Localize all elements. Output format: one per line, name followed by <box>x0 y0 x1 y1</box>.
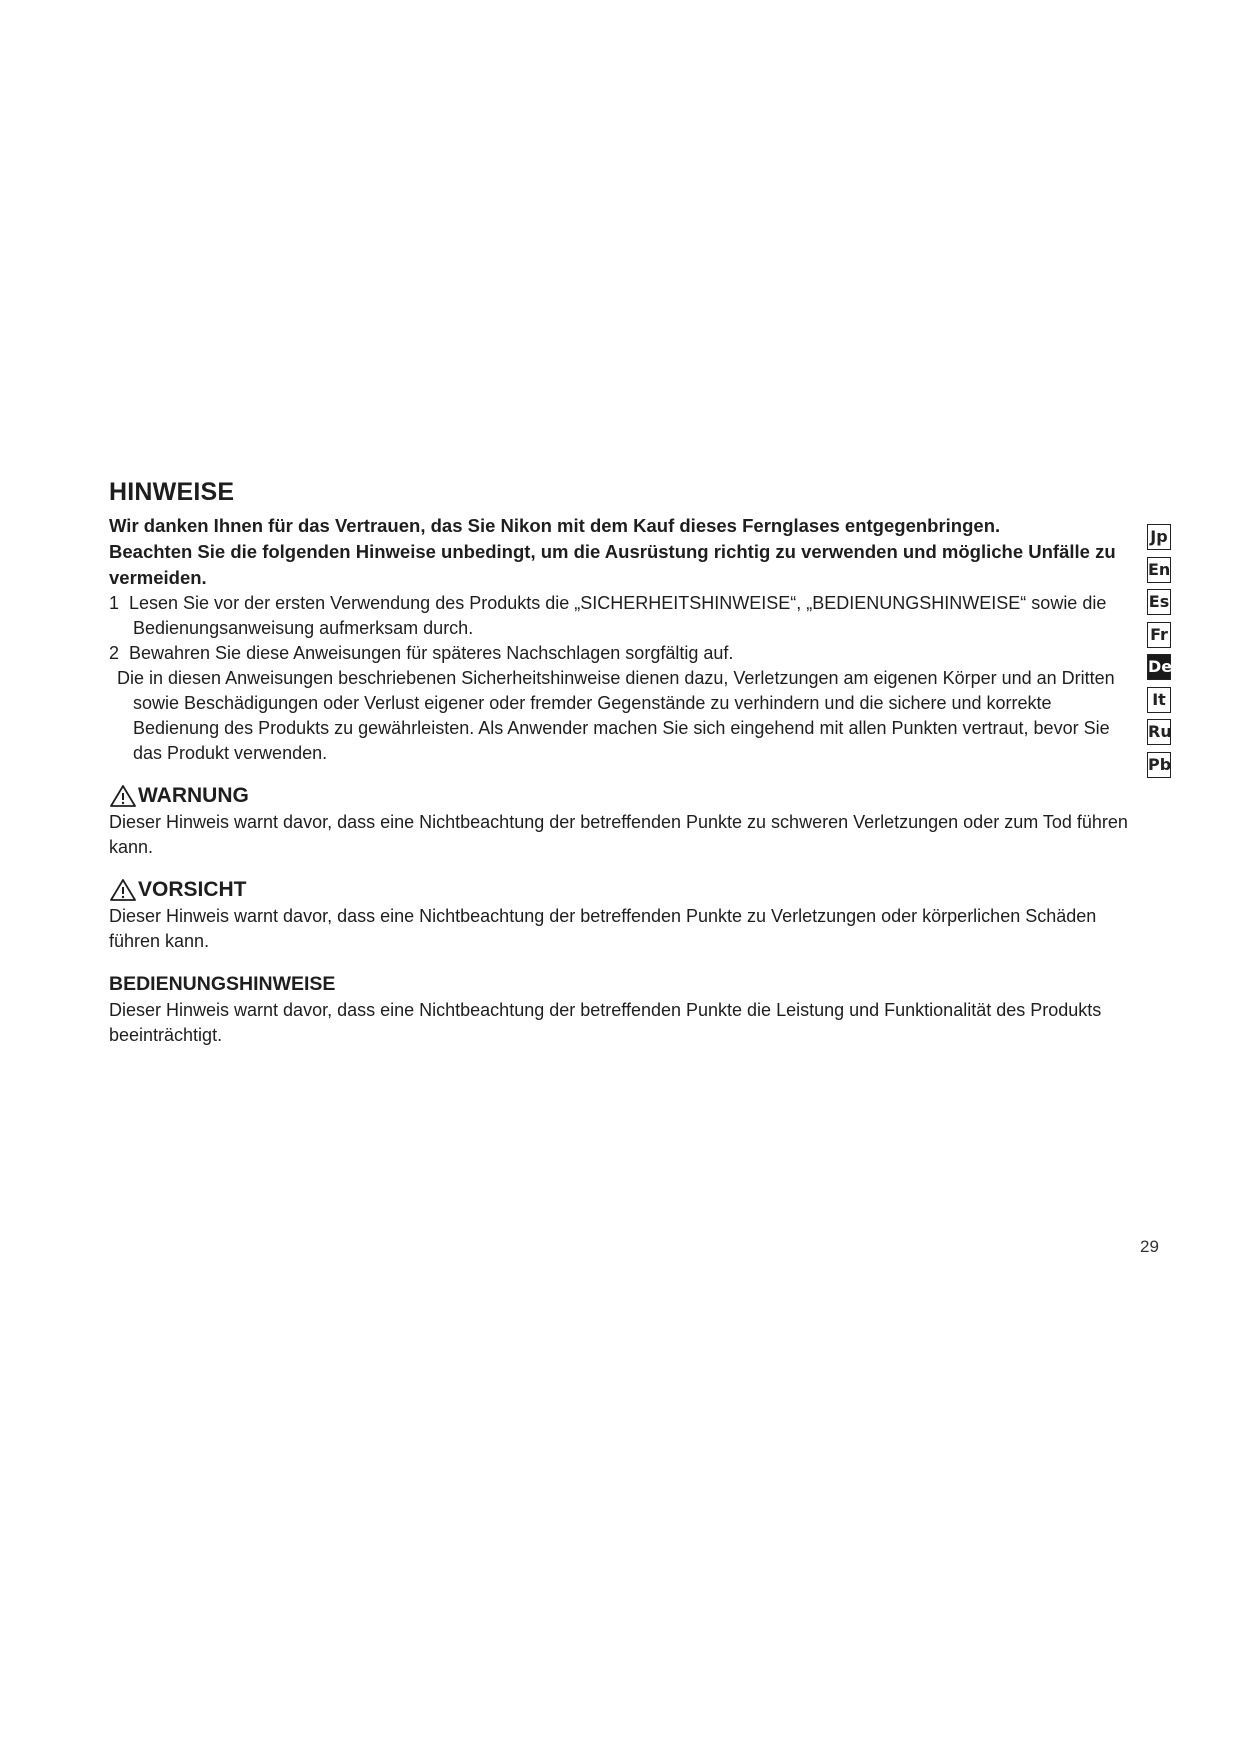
language-tab-pb[interactable]: Pb <box>1147 752 1171 778</box>
page-number: 29 <box>1140 1237 1159 1256</box>
safety-paragraph: Die in diesen Anweisungen beschriebenen Sicherheitshinweise dienen dazu, Verletzungen am eigenen Körper und an Dritten sowie Beschädigungen oder Verlust eigener oder fremder Gegenstände zu verhindern und die sichere und korrekte Bedienung des Produkts zu gewährleisten. Als Anwender machen Sie sich eingehend mit allen Punkten vertraut, bevor Sie das Produkt verwenden. <box>117 668 1115 763</box>
language-tab-fr[interactable]: Fr <box>1147 622 1171 648</box>
numbered-list <box>109 591 1134 666</box>
warning-heading-row <box>109 782 1134 810</box>
language-tab-en[interactable]: En <box>1147 557 1171 583</box>
caution-heading: VORSICHT <box>138 878 247 901</box>
language-tab-es[interactable]: Es <box>1147 589 1171 615</box>
caution-body: Dieser Hinweis warnt davor, dass eine Nichtbeachtung der betreffenden Punkte zu Verletzungen oder körperlichen Schäden führen kann. <box>109 906 1097 951</box>
language-tab-jp[interactable]: Jp <box>1147 524 1171 550</box>
warning-heading: WARNUNG <box>138 784 249 807</box>
list-item <box>109 591 1134 641</box>
page-title: HINWEISE <box>109 478 235 506</box>
intro-thanks: Wir danken Ihnen für das Vertrauen, das Sie Nikon mit dem Kauf dieses Fernglases entgegenbringen. <box>109 515 1001 536</box>
language-tabs <box>1147 524 1173 784</box>
operation-body: Dieser Hinweis warnt davor, dass eine Nichtbeachtung der betreffenden Punkte die Leistung und Funktionalität des Produkts beeinträchtigt. <box>109 1000 1102 1045</box>
list-item-text: Lesen Sie vor der ersten Verwendung des Produkts die „SICHERHEITSHINWEISE“, „BEDIENUNGSHINWEISE“ sowie die Bedienungsanweisung aufmerksam durch. <box>129 593 1107 638</box>
language-tab-de[interactable]: De <box>1147 654 1171 680</box>
caution-section <box>109 876 1134 954</box>
warning-triangle-icon <box>109 784 137 808</box>
list-item-text: Bewahren Sie diese Anweisungen für späteres Nachschlagen sorgfältig auf. <box>129 643 734 663</box>
list-item-number: 2 <box>109 643 120 663</box>
warning-triangle-icon <box>109 878 137 902</box>
warning-body: Dieser Hinweis warnt davor, dass eine Nichtbeachtung der betreffenden Punkte zu schweren Verletzungen oder zum Tod führen kann. <box>109 812 1128 857</box>
operation-section <box>109 970 1134 1048</box>
main-content <box>109 478 1134 1048</box>
language-tab-it[interactable]: It <box>1147 687 1171 713</box>
caution-heading-row <box>109 876 1134 904</box>
list-item <box>109 641 1134 666</box>
intro-instruction: Beachten Sie die folgenden Hinweise unbedingt, um die Ausrüstung richtig zu verwenden und mögliche Unfälle zu vermeiden. <box>109 541 1116 588</box>
warning-section <box>109 782 1134 860</box>
operation-heading: BEDIENUNGSHINWEISE <box>109 973 336 995</box>
language-tab-ru[interactable]: Ru <box>1147 719 1171 745</box>
list-item-number: 1 <box>109 593 120 613</box>
